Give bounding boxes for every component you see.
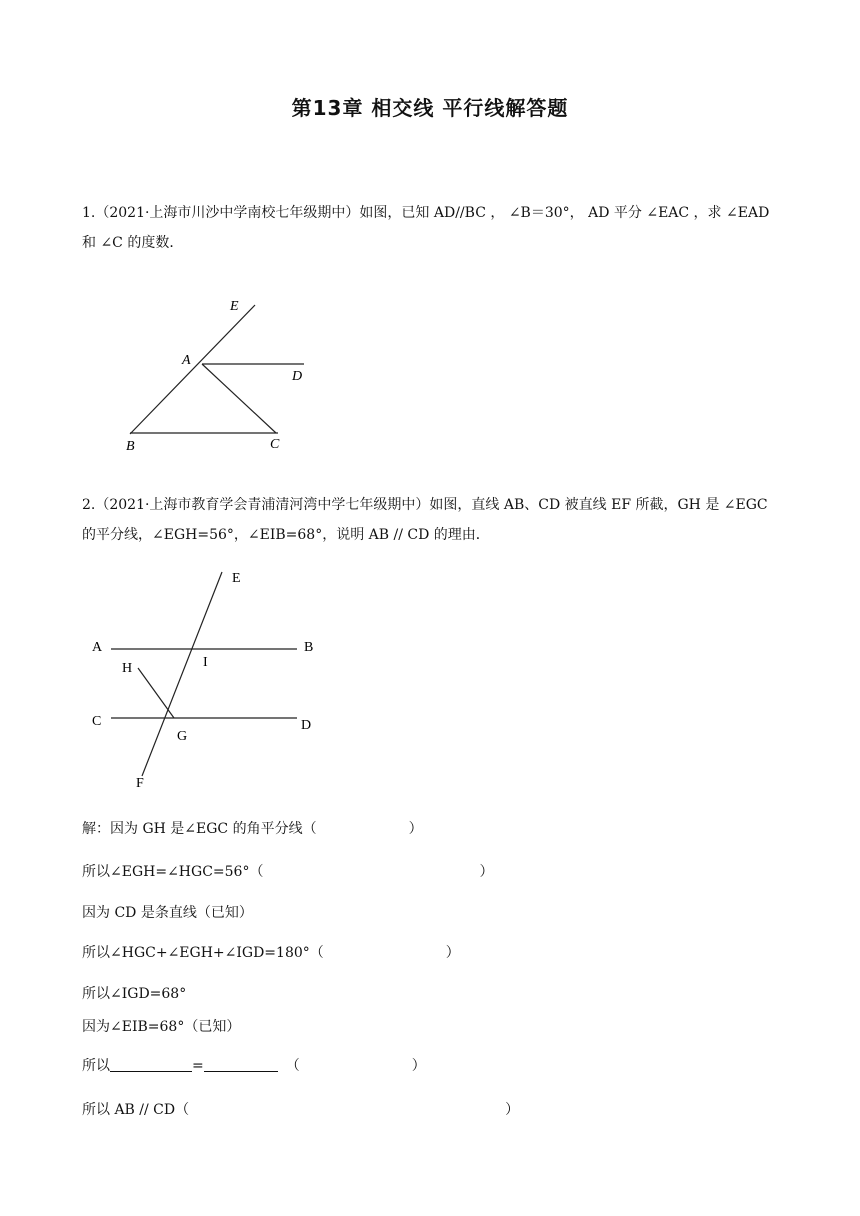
label-c: C	[270, 437, 280, 452]
line-ac	[202, 364, 276, 433]
label-e: E	[230, 299, 239, 314]
answer-blank-2[interactable]	[204, 1057, 278, 1072]
label-c: C	[92, 714, 102, 729]
solution-step-6: 因为∠EIB=68°（已知）	[82, 1019, 241, 1035]
line-gh	[138, 668, 174, 718]
question-2-figure	[82, 564, 342, 796]
label-a: A	[182, 353, 191, 368]
solution-step-7: 所以 = （ ）	[82, 1058, 426, 1074]
question-1-figure	[118, 292, 338, 456]
label-e: E	[232, 571, 241, 586]
question-2-line-1: 2.（2021·上海市教育学会青浦清河湾中学七年级期中）如图，直线 AB、CD 被直线 EF 所截，GH 是 ∠EGC	[82, 497, 768, 513]
label-i: I	[203, 655, 208, 670]
line-be	[130, 305, 255, 434]
answer-blank-1[interactable]	[110, 1057, 192, 1072]
label-a: A	[92, 640, 103, 655]
label-f: F	[136, 776, 144, 791]
question-1-line-2: 和 ∠C 的度数．	[82, 235, 184, 251]
label-h: H	[122, 661, 133, 676]
question-2-text	[82, 490, 782, 550]
question-2-line-2: 的平分线，∠EGH=56°，∠EIB=68°，说明 AB // CD 的理由．	[82, 527, 490, 543]
solution-step-8: 所以 AB // CD（ ）	[82, 1102, 520, 1118]
label-b: B	[126, 439, 135, 454]
label-b: B	[304, 640, 314, 655]
solution-step-2: 所以∠EGH=∠HGC=56°（ ）	[82, 864, 494, 880]
label-d: D	[292, 369, 303, 384]
label-g: G	[177, 729, 188, 744]
line-ef	[142, 572, 222, 776]
solution-step-3: 因为 CD 是条直线（已知）	[82, 905, 253, 921]
page-title: 第13章 相交线 平行线解答题	[291, 96, 569, 120]
solution-step-4: 所以∠HGC+∠EGH+∠IGD=180°（ ）	[82, 945, 460, 961]
question-1-line-1: 1.（2021·上海市川沙中学南校七年级期中）如图，已知 AD//BC ， ∠B＝30°， AD 平分 ∠EAC ，求 ∠EAD	[82, 205, 770, 221]
solution-step-5: 所以∠IGD=68°	[82, 986, 187, 1002]
question-1-text	[82, 198, 782, 258]
label-d: D	[301, 718, 312, 733]
solution-step-1: 解：因为 GH 是∠EGC 的角平分线（ ）	[82, 821, 423, 837]
